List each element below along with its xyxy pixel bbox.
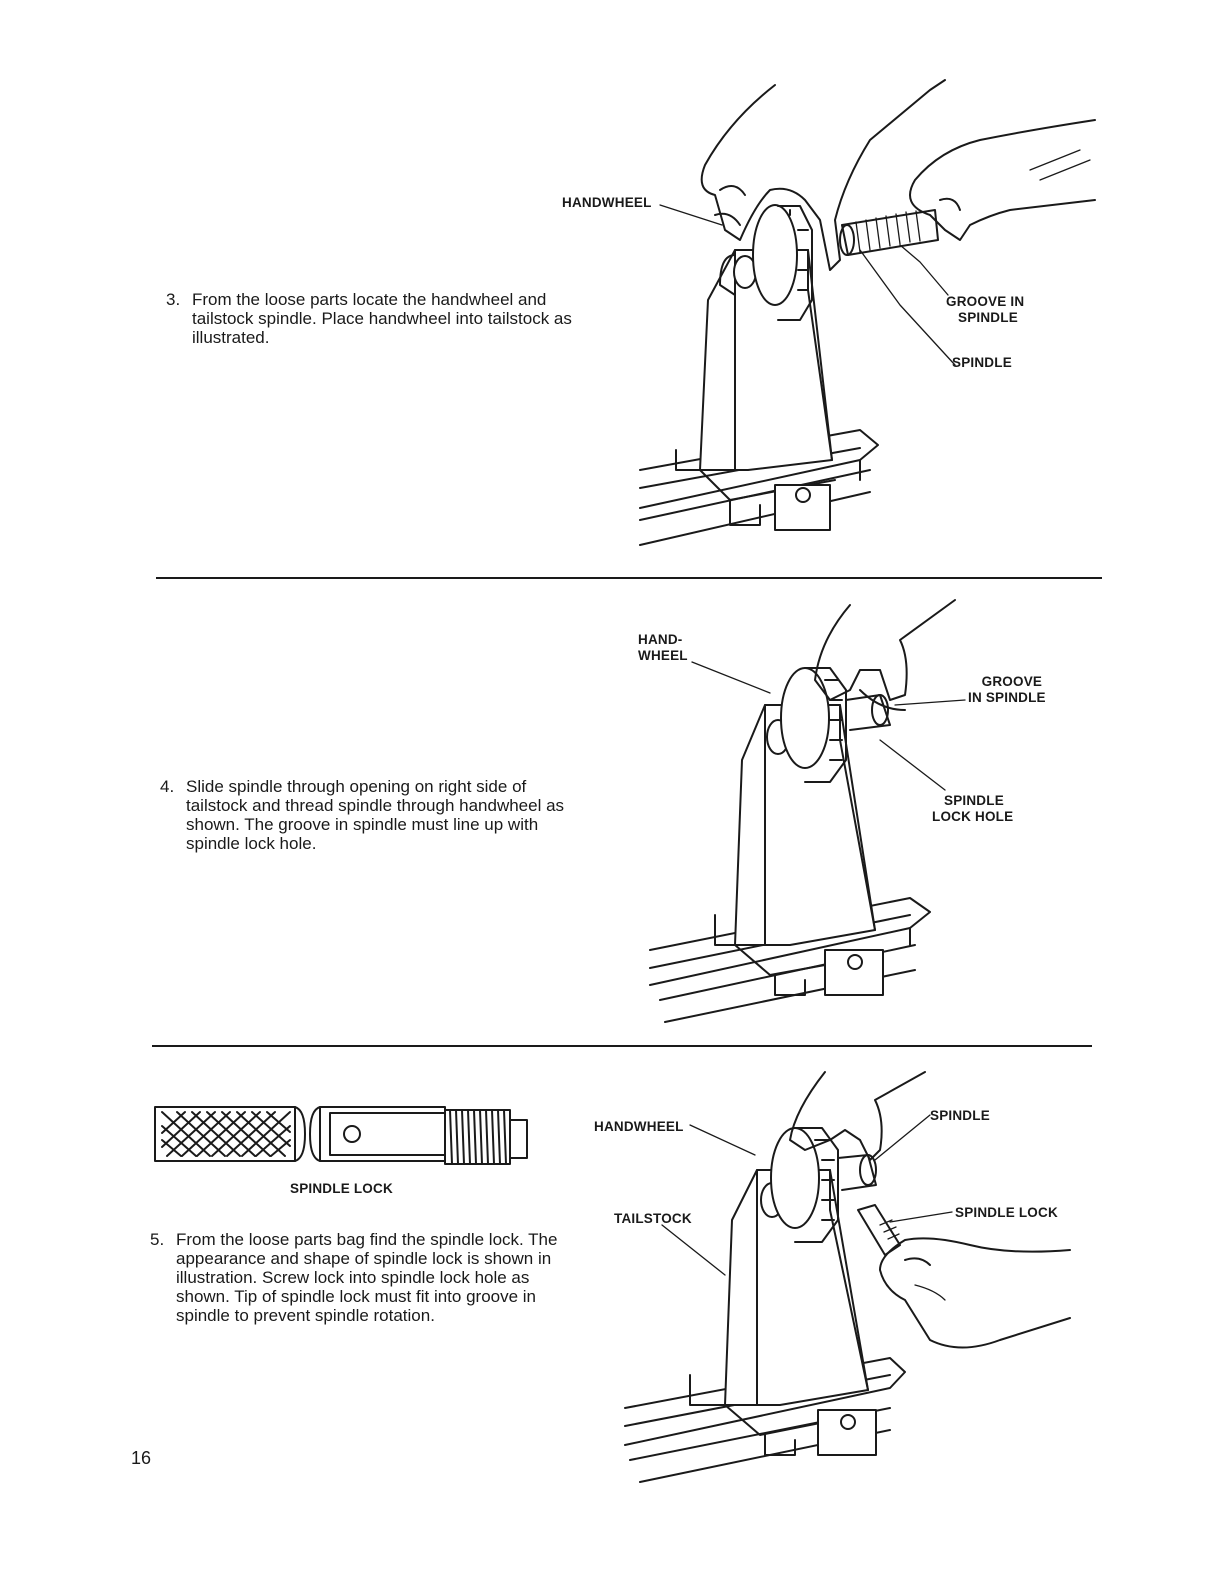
step-line: tailstock spindle. Place handwheel into tailstock as bbox=[192, 309, 572, 328]
label-line: GROOVE IN bbox=[946, 294, 1025, 309]
label-groove-in-spindle bbox=[968, 674, 1046, 706]
step-line: illustrated. bbox=[192, 328, 270, 347]
spindle-lock-drawing bbox=[155, 1107, 527, 1164]
label-line: GROOVE bbox=[981, 674, 1043, 689]
step-line: illustration. Screw lock into spindle lock hole as bbox=[176, 1268, 530, 1287]
step-number: 3. bbox=[166, 290, 181, 309]
label-line: HAND- bbox=[638, 632, 683, 647]
page-number: 16 bbox=[131, 1448, 152, 1468]
label-tailstock: TAILSTOCK bbox=[614, 1211, 692, 1226]
step-line: shown. The groove in spindle must line up with bbox=[186, 815, 539, 834]
step-line: spindle to prevent spindle rotation. bbox=[176, 1306, 435, 1325]
label-spindle-lock: SPINDLE LOCK bbox=[955, 1205, 1058, 1220]
tailstock-figure-1 bbox=[640, 80, 1095, 545]
label-line: SPINDLE bbox=[958, 310, 1018, 325]
label-line: IN SPINDLE bbox=[968, 690, 1046, 705]
label-handwheel: HANDWHEEL bbox=[594, 1119, 684, 1134]
label-line: WHEEL bbox=[638, 648, 688, 663]
label-spindle: SPINDLE bbox=[952, 355, 1012, 370]
step-number: 4. bbox=[160, 777, 175, 796]
step-line: spindle lock hole. bbox=[186, 834, 317, 853]
label-line: LOCK HOLE bbox=[932, 809, 1014, 824]
label-spindle: SPINDLE bbox=[930, 1108, 990, 1123]
label-handwheel: HANDWHEEL bbox=[562, 195, 652, 210]
label-groove-in-spindle bbox=[946, 294, 1024, 326]
step-number: 5. bbox=[150, 1230, 165, 1249]
label-handwheel bbox=[638, 632, 688, 664]
label-spindle-lock-hole bbox=[932, 793, 1013, 825]
spindle-lock-caption: SPINDLE LOCK bbox=[290, 1181, 393, 1196]
step-line: From the loose parts locate the handwheel and bbox=[192, 290, 547, 309]
step-line: Slide spindle through opening on right side of bbox=[186, 777, 527, 796]
step-line: appearance and shape of spindle lock is shown in bbox=[176, 1249, 552, 1268]
step-line: From the loose parts bag find the spindle lock. The bbox=[176, 1230, 558, 1249]
label-line: SPINDLE bbox=[944, 793, 1004, 808]
step-line: tailstock and thread spindle through handwheel as bbox=[186, 796, 565, 815]
tailstock-figure-3 bbox=[625, 1072, 1070, 1482]
step-line: shown. Tip of spindle lock must fit into groove in bbox=[176, 1287, 537, 1306]
